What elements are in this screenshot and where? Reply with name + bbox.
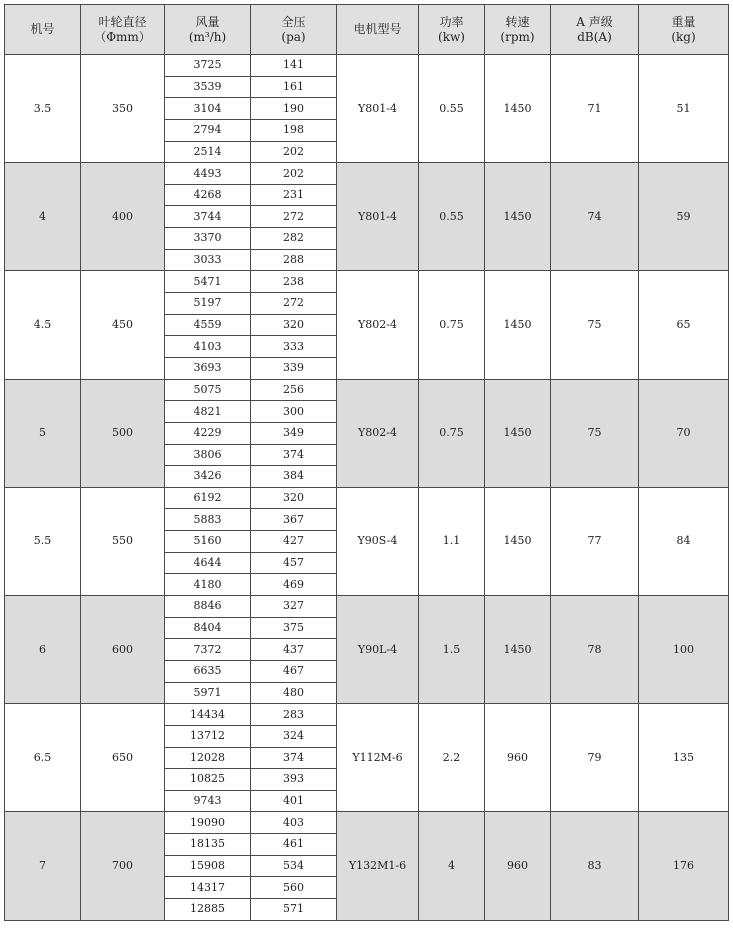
airflow-cell: 10825 [165, 769, 251, 791]
motor-model-cell: Y132M1-6 [337, 812, 419, 920]
noise-level-cell: 78 [551, 596, 639, 704]
motor-model-cell: Y802-4 [337, 379, 419, 487]
diameter-cell: 550 [81, 487, 165, 595]
header-row [5, 5, 729, 55]
model-cell: 4 [5, 163, 81, 271]
pressure-cell: 469 [251, 574, 337, 596]
airflow-cell: 4559 [165, 314, 251, 336]
pressure-cell: 349 [251, 422, 337, 444]
motor-model-cell: Y801-4 [337, 55, 419, 163]
power-cell: 1.5 [419, 596, 485, 704]
airflow-cell: 3806 [165, 444, 251, 466]
pressure-cell: 375 [251, 617, 337, 639]
airflow-cell: 14434 [165, 704, 251, 726]
speed-cell: 1450 [485, 487, 551, 595]
pressure-cell: 272 [251, 206, 337, 228]
motor-model-cell: Y112M-6 [337, 704, 419, 812]
pressure-cell: 282 [251, 228, 337, 250]
noise-level-cell: 71 [551, 55, 639, 163]
speed-cell: 1450 [485, 271, 551, 379]
airflow-cell: 4493 [165, 163, 251, 185]
pressure-cell: 374 [251, 747, 337, 769]
airflow-cell: 7372 [165, 639, 251, 661]
pressure-cell: 320 [251, 314, 337, 336]
power-cell: 4 [419, 812, 485, 920]
header-noise-level: A 声级 dB(A) [551, 5, 639, 55]
pressure-cell: 467 [251, 660, 337, 682]
pressure-cell: 288 [251, 249, 337, 271]
pressure-cell: 190 [251, 98, 337, 120]
noise-level-cell: 75 [551, 379, 639, 487]
pressure-cell: 461 [251, 834, 337, 856]
airflow-cell: 9743 [165, 790, 251, 812]
pressure-cell: 300 [251, 401, 337, 423]
speed-cell: 960 [485, 812, 551, 920]
pressure-cell: 393 [251, 769, 337, 791]
airflow-cell: 8404 [165, 617, 251, 639]
header-impeller-diameter: 叶轮直径 （Φmm） [81, 5, 165, 55]
table-row [5, 704, 729, 726]
airflow-cell: 4180 [165, 574, 251, 596]
diameter-cell: 400 [81, 163, 165, 271]
airflow-cell: 4229 [165, 422, 251, 444]
noise-level-cell: 75 [551, 271, 639, 379]
airflow-cell: 6635 [165, 660, 251, 682]
airflow-cell: 4103 [165, 336, 251, 358]
power-cell: 0.75 [419, 379, 485, 487]
pressure-cell: 141 [251, 55, 337, 77]
airflow-cell: 5471 [165, 271, 251, 293]
pressure-cell: 571 [251, 898, 337, 920]
pressure-cell: 339 [251, 357, 337, 379]
pressure-cell: 161 [251, 76, 337, 98]
table-row [5, 271, 729, 293]
model-cell: 5 [5, 379, 81, 487]
airflow-cell: 8846 [165, 596, 251, 618]
header-power: 功率 (kw) [419, 5, 485, 55]
pressure-cell: 231 [251, 184, 337, 206]
motor-model-cell: Y90S-4 [337, 487, 419, 595]
noise-level-cell: 83 [551, 812, 639, 920]
pressure-cell: 202 [251, 141, 337, 163]
header-airflow: 风量 (m³/h) [165, 5, 251, 55]
weight-cell: 70 [639, 379, 729, 487]
speed-cell: 1450 [485, 596, 551, 704]
header-motor-model: 电机型号 [337, 5, 419, 55]
power-cell: 1.1 [419, 487, 485, 595]
airflow-cell: 4268 [165, 184, 251, 206]
noise-level-cell: 79 [551, 704, 639, 812]
airflow-cell: 2794 [165, 119, 251, 141]
pressure-cell: 437 [251, 639, 337, 661]
power-cell: 0.55 [419, 55, 485, 163]
diameter-cell: 600 [81, 596, 165, 704]
airflow-cell: 12028 [165, 747, 251, 769]
weight-cell: 59 [639, 163, 729, 271]
pressure-cell: 403 [251, 812, 337, 834]
pressure-cell: 367 [251, 509, 337, 531]
pressure-cell: 401 [251, 790, 337, 812]
model-cell: 3.5 [5, 55, 81, 163]
table-row [5, 596, 729, 618]
pressure-cell: 256 [251, 379, 337, 401]
airflow-cell: 5971 [165, 682, 251, 704]
power-cell: 0.75 [419, 271, 485, 379]
weight-cell: 65 [639, 271, 729, 379]
table-row [5, 487, 729, 509]
table-row [5, 163, 729, 185]
table-row [5, 379, 729, 401]
noise-level-cell: 74 [551, 163, 639, 271]
pressure-cell: 327 [251, 596, 337, 618]
table-row [5, 55, 729, 77]
airflow-cell: 5197 [165, 293, 251, 315]
airflow-cell: 5160 [165, 531, 251, 553]
header-speed: 转速 (rpm) [485, 5, 551, 55]
power-cell: 2.2 [419, 704, 485, 812]
pressure-cell: 283 [251, 704, 337, 726]
motor-model-cell: Y90L-4 [337, 596, 419, 704]
pressure-cell: 427 [251, 531, 337, 553]
airflow-cell: 3539 [165, 76, 251, 98]
model-cell: 7 [5, 812, 81, 920]
model-cell: 5.5 [5, 487, 81, 595]
diameter-cell: 350 [81, 55, 165, 163]
weight-cell: 51 [639, 55, 729, 163]
header-pressure: 全压 (pa) [251, 5, 337, 55]
airflow-cell: 5075 [165, 379, 251, 401]
weight-cell: 100 [639, 596, 729, 704]
pressure-cell: 457 [251, 552, 337, 574]
airflow-cell: 3033 [165, 249, 251, 271]
model-cell: 6 [5, 596, 81, 704]
pressure-cell: 534 [251, 855, 337, 877]
weight-cell: 135 [639, 704, 729, 812]
weight-cell: 176 [639, 812, 729, 920]
weight-cell: 84 [639, 487, 729, 595]
noise-level-cell: 77 [551, 487, 639, 595]
pressure-cell: 324 [251, 725, 337, 747]
motor-model-cell: Y802-4 [337, 271, 419, 379]
diameter-cell: 650 [81, 704, 165, 812]
power-cell: 0.55 [419, 163, 485, 271]
fan-spec-table [4, 4, 729, 921]
table-body [5, 55, 729, 921]
airflow-cell: 3725 [165, 55, 251, 77]
motor-model-cell: Y801-4 [337, 163, 419, 271]
speed-cell: 1450 [485, 379, 551, 487]
model-cell: 4.5 [5, 271, 81, 379]
airflow-cell: 13712 [165, 725, 251, 747]
airflow-cell: 2514 [165, 141, 251, 163]
airflow-cell: 4821 [165, 401, 251, 423]
pressure-cell: 333 [251, 336, 337, 358]
pressure-cell: 198 [251, 119, 337, 141]
airflow-cell: 3104 [165, 98, 251, 120]
airflow-cell: 3744 [165, 206, 251, 228]
speed-cell: 1450 [485, 55, 551, 163]
pressure-cell: 272 [251, 293, 337, 315]
pressure-cell: 560 [251, 877, 337, 899]
airflow-cell: 3693 [165, 357, 251, 379]
airflow-cell: 6192 [165, 487, 251, 509]
airflow-cell: 14317 [165, 877, 251, 899]
diameter-cell: 500 [81, 379, 165, 487]
airflow-cell: 4644 [165, 552, 251, 574]
airflow-cell: 19090 [165, 812, 251, 834]
pressure-cell: 238 [251, 271, 337, 293]
airflow-cell: 3370 [165, 228, 251, 250]
airflow-cell: 18135 [165, 834, 251, 856]
pressure-cell: 384 [251, 466, 337, 488]
pressure-cell: 480 [251, 682, 337, 704]
diameter-cell: 700 [81, 812, 165, 920]
airflow-cell: 15908 [165, 855, 251, 877]
pressure-cell: 202 [251, 163, 337, 185]
speed-cell: 1450 [485, 163, 551, 271]
airflow-cell: 3426 [165, 466, 251, 488]
airflow-cell: 5883 [165, 509, 251, 531]
diameter-cell: 450 [81, 271, 165, 379]
airflow-cell: 12885 [165, 898, 251, 920]
pressure-cell: 320 [251, 487, 337, 509]
speed-cell: 960 [485, 704, 551, 812]
pressure-cell: 374 [251, 444, 337, 466]
header-model: 机号 [5, 5, 81, 55]
table-row [5, 812, 729, 834]
header-weight: 重量 (kg) [639, 5, 729, 55]
model-cell: 6.5 [5, 704, 81, 812]
